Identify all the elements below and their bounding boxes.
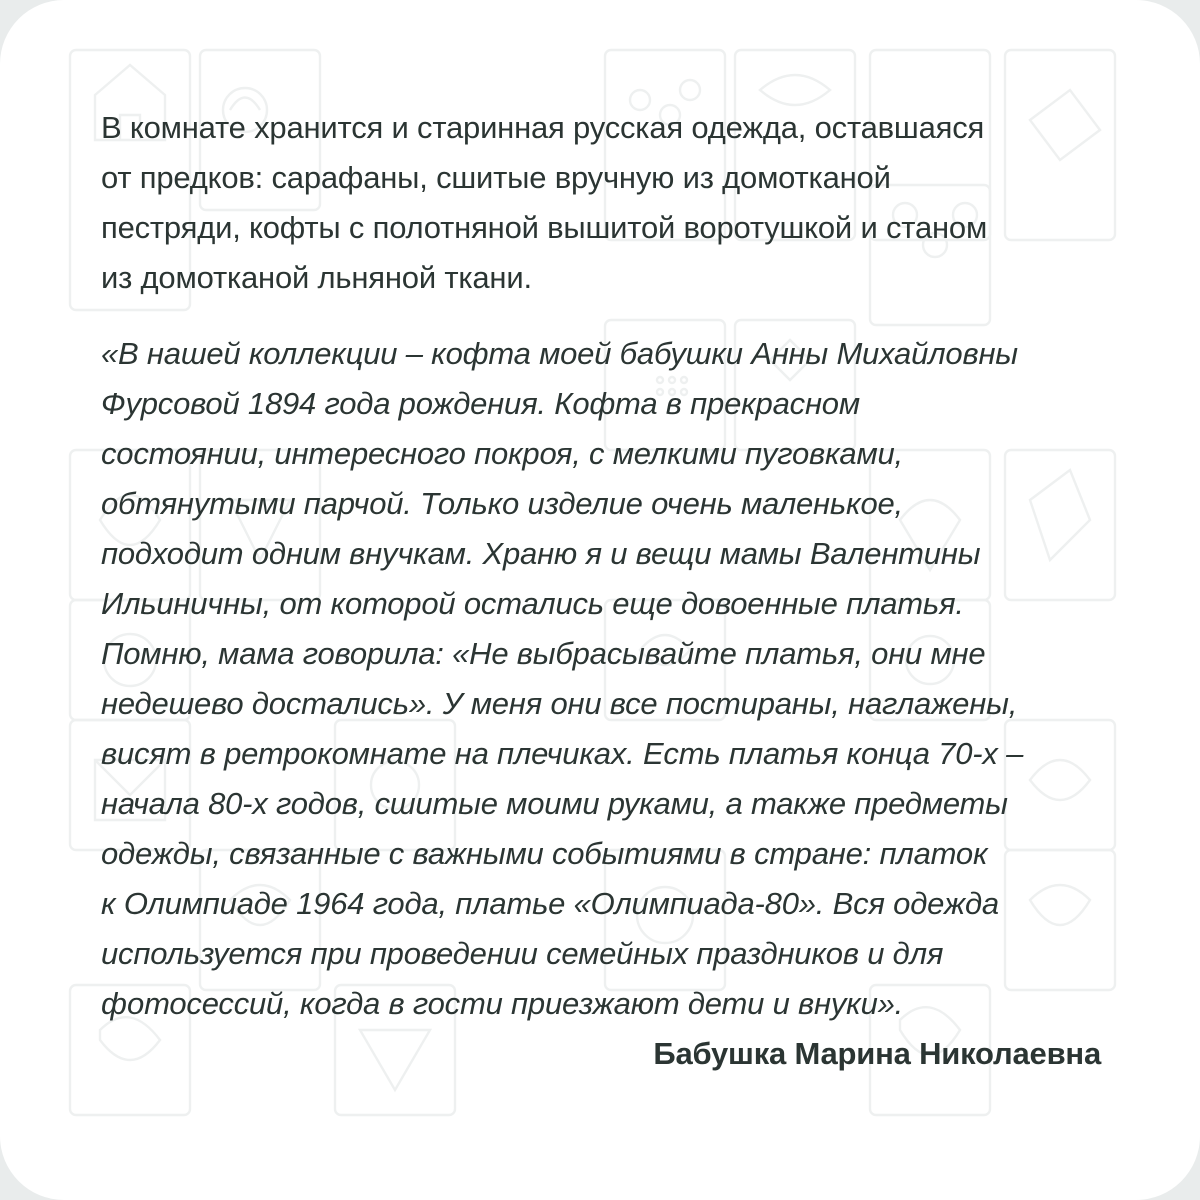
quote-author: Бабушка Марина Николаевна bbox=[653, 1036, 1101, 1071]
quote-line: одежды, связанные с важными событиями в стране: платок bbox=[101, 836, 988, 871]
text-content bbox=[101, 103, 1101, 1079]
quote-line: «В нашей коллекции – кофта моей бабушки Анны Михайловны bbox=[101, 336, 1018, 371]
quote-line: Ильиничны, от которой остались еще довоенные платья. bbox=[101, 586, 964, 621]
quote-paragraph bbox=[101, 329, 1101, 1029]
quote-line: Помню, мама говорила: «Не выбрасывайте платья, они мне bbox=[101, 636, 986, 671]
quote-line: используется при проведении семейных праздников и для bbox=[101, 936, 944, 971]
quote-line: недешево достались». У меня они все постираны, наглажены, bbox=[101, 686, 1018, 721]
quote-line: обтянутыми парчой. Только изделие очень маленькое, bbox=[101, 486, 903, 521]
quote-line: фотосессий, когда в гости приезжают дети и внуки». bbox=[101, 986, 904, 1021]
quote-line: к Олимпиаде 1964 года, платье «Олимпиада-80». Вся одежда bbox=[101, 886, 999, 921]
quote-line: начала 80-х годов, сшитые моими руками, а также предметы bbox=[101, 786, 1008, 821]
quote-line: Фурсовой 1894 года рождения. Кофта в прекрасном bbox=[101, 386, 860, 421]
intro-line: В комнате хранится и старинная русская одежда, оставшаяся bbox=[101, 110, 985, 145]
intro-line: из домотканой льняной ткани. bbox=[101, 260, 532, 295]
intro-line: пестряди, кофты с полотняной вышитой воротушкой и станом bbox=[101, 210, 988, 245]
intro-paragraph bbox=[101, 103, 1101, 303]
quote-line: подходит одним внучкам. Храню я и вещи мамы Валентины bbox=[101, 536, 981, 571]
quote-line: висят в ретрокомнате на плечиках. Есть платья конца 70-х – bbox=[101, 736, 1024, 771]
quote-line: состоянии, интересного покроя, с мелкими пуговками, bbox=[101, 436, 903, 471]
intro-line: от предков: сарафаны, сшитые вручную из домотканой bbox=[101, 160, 891, 195]
